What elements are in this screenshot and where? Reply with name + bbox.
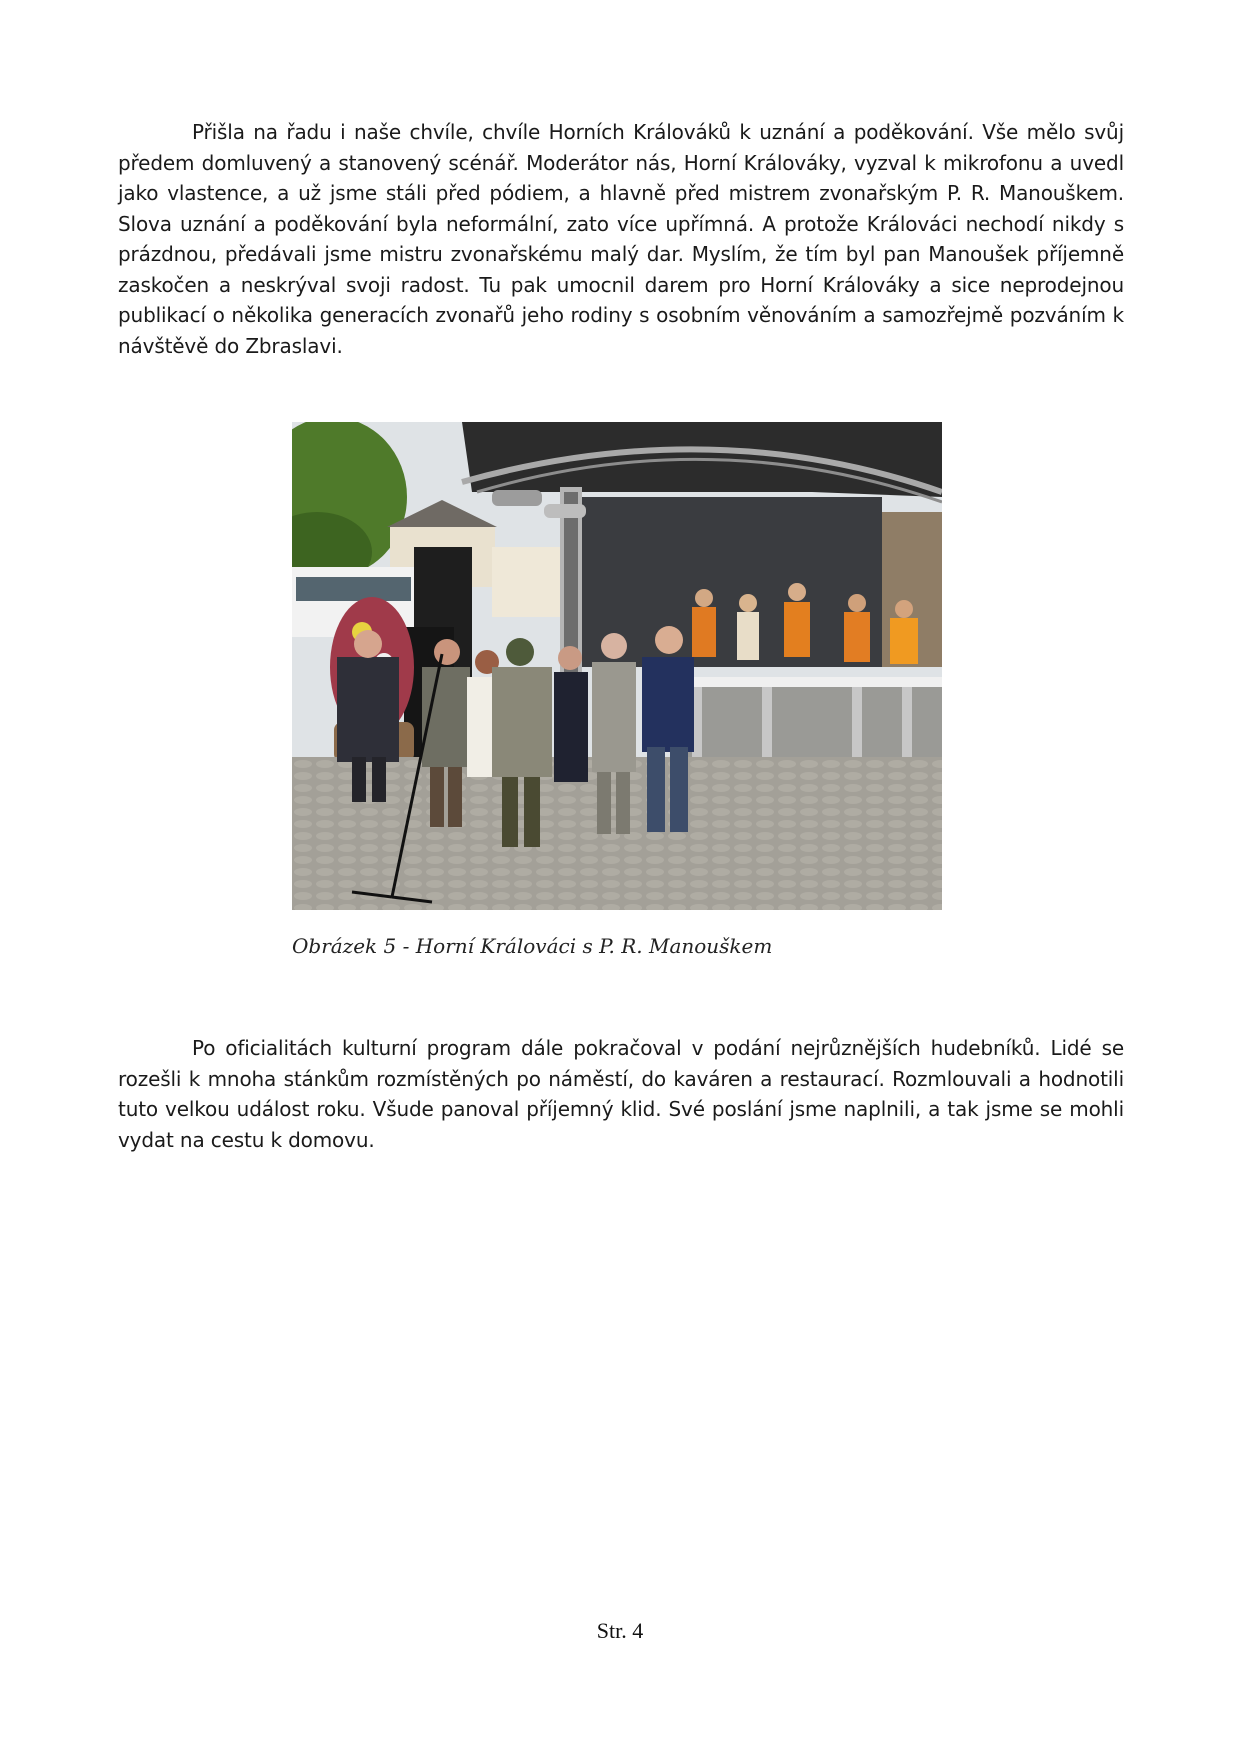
paragraph-2: Po oficialitách kulturní program dále pokračoval v podání nejrůznějších hudebníků. Lidé se rozešli k mnoha stánkům rozmístěných po náměstí, do kaváren a restaurací. Rozmlouvali a hodnotili tuto velkou událost roku. Všude panoval příjemný klid. Své poslání jsme naplnili, a tak jsme se mohli vydat na cestu k domovu. bbox=[118, 1036, 1124, 1152]
paragraph-1: Přišla na řadu i naše chvíle, chvíle Horních Králováků k uznání a poděkování. Vše mělo svůj předem domluvený a stanovený scénář. Moderátor nás, Horní Králováky, vyzval k mikrofonu a uvedl jako vlastence, a už jsme stáli před pódiem, a hlavně před mistrem zvonařským P. R. Manouškem. Slova uznání a poděkování byla neformální, zato více upřímná. A protože Králováci nechodí nikdy s prázdnou, předávali jsme mistru zvonařskému malý dar. Myslím, že tím byl pan Manoušek příjemně zaskočen a neskrýval svoji radost. Tu pak umocnil darem pro Horní Králováky a sice neprodejnou publikací o několika generacích zvonařů jeho rodiny s osobním věnováním a samozřejmě pozváním k návštěvě do Zbraslavi. bbox=[118, 120, 1124, 358]
figure-caption: Obrázek 5 - Horní Králováci s P. R. Manouškem bbox=[292, 934, 773, 958]
photo-stage-ceremony bbox=[292, 422, 942, 910]
page-number: Str. 4 bbox=[596, 1618, 644, 1643]
photo-illustration bbox=[292, 422, 942, 910]
